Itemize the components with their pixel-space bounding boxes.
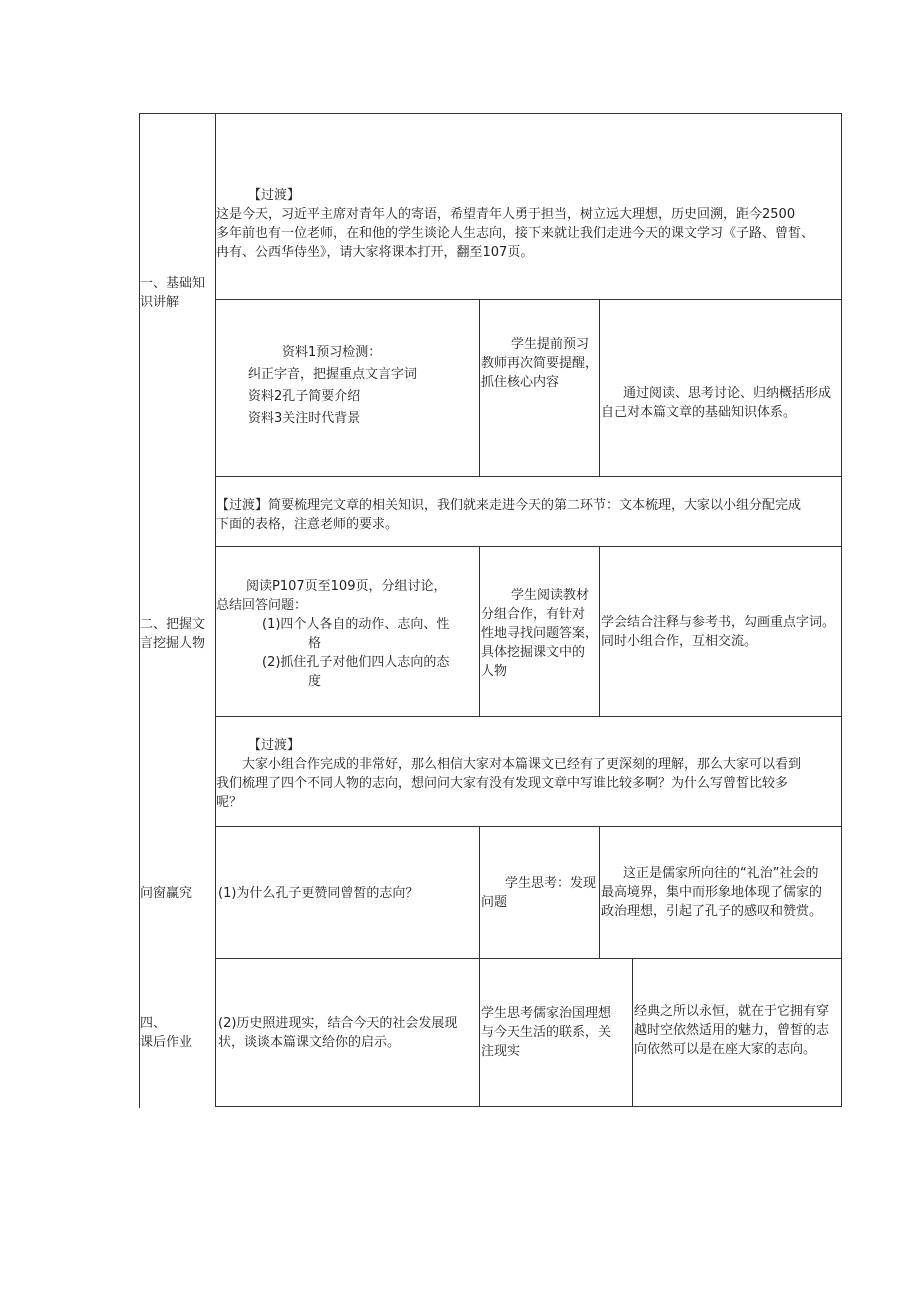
cell-divider xyxy=(479,546,480,716)
table-border-left xyxy=(139,113,140,1108)
row-divider xyxy=(215,826,842,827)
row6-intent: 这正是儒家所向往的“礼治”社会的 最高境界，集中而形象地体现了儒家的 政治理想，引起了孔子的感叹和赞赏。 xyxy=(601,866,823,919)
section-label-2: 二、把握文 言挖掘人物 xyxy=(140,617,206,651)
section-label-3: 问窗赢究 xyxy=(140,886,193,901)
row2-intent: 通过阅读、思考讨论、归纳概括形成 自己对本篇文章的基础知识体系。 xyxy=(601,386,832,420)
cell-divider xyxy=(479,826,480,958)
row4-activity: 学生阅读教材 分组合作，有针对 性地寻找问题答案， 具体挖掘课文中的 人物 xyxy=(481,588,599,679)
cell-divider xyxy=(632,958,633,1106)
row-divider xyxy=(215,716,842,717)
row6-activity: 学生思考：发现 问题 xyxy=(481,876,597,910)
row4-intent: 学会结合注释与参考书，勾画重点字词。 同时小组合作，互相交流。 xyxy=(601,615,836,649)
row6-question: (1)为什么孔子更赞同曾皙的志向？ xyxy=(218,886,419,901)
cell-divider xyxy=(479,958,480,1106)
section-label-4: 四、 课后作业 xyxy=(140,1016,193,1050)
transition-heading: 【过渡】 xyxy=(248,188,301,203)
cell-divider xyxy=(479,299,480,476)
cell-divider xyxy=(599,546,600,716)
row1-transition: 【过渡】 这是今天，习近平主席对青年人的寄语，希望青年人勇于担当，树立远大理想，历史回溯，距今2500 多年前也有一位老师，在和他的学生谈论人生志向，接下来就让我们走进今天的课文学习《子路、曾皙、 冉有、公西华侍坐》，请大家将课本打开，翻至107页。 xyxy=(216,188,815,260)
row4-content: 阅读P107页至109页，分组讨论， 总结回答问题： (1)四个人各自的动作、志向、性 格 (2)抓住孔子对他们四人志向的态 度 xyxy=(216,579,450,689)
row2-content: 资料1预习检测： 纠正字音，把握重点文言字词 资料2孔子简要介绍 资料3关注时代背景 xyxy=(248,345,418,426)
transition-heading: 【过渡】 xyxy=(248,738,301,753)
section-label-1: 一、基础知 识讲解 xyxy=(140,276,206,310)
row-divider xyxy=(215,476,842,477)
row3-transition: 【过渡】简要梳理完文章的相关知识，我们就来走进今天的第二环节：文本梳理，大家以小组分配完成 下面的表格，注意老师的要求。 xyxy=(216,498,802,532)
row7-question: (2)历史照进现实，结合今天的社会发展现 状，谈谈本篇课文给你的启示。 xyxy=(218,1016,458,1050)
row7-intent: 经典之所以永恒，就在于它拥有穿 越时空依然适用的魅力，曾皙的志 向依然可以是在座大家的志向。 xyxy=(634,1004,830,1057)
row2-activity: 学生提前预习 教师再次简要提醒， 抓住核心内容 xyxy=(481,337,599,390)
row-divider xyxy=(215,299,842,300)
row-divider xyxy=(215,958,842,959)
cell-divider xyxy=(599,826,600,958)
row-divider xyxy=(215,546,842,547)
table-border-bottom xyxy=(215,1106,842,1107)
table-border-top xyxy=(139,113,842,114)
row7-activity: 学生思考儒家治国理想 与今天生活的联系，关 注现实 xyxy=(481,1006,612,1059)
row5-transition: 【过渡】 大家小组合作完成的非常好，那么相信大家对本篇课文已经有了更深刻的理解，那么大家可以看到 我们梳理了四个不同人物的志向，想问问大家有没有发现文章中写谁比较多啊？为什么写曾皙比较多 呢？ xyxy=(216,738,802,810)
cell-divider xyxy=(599,299,600,476)
